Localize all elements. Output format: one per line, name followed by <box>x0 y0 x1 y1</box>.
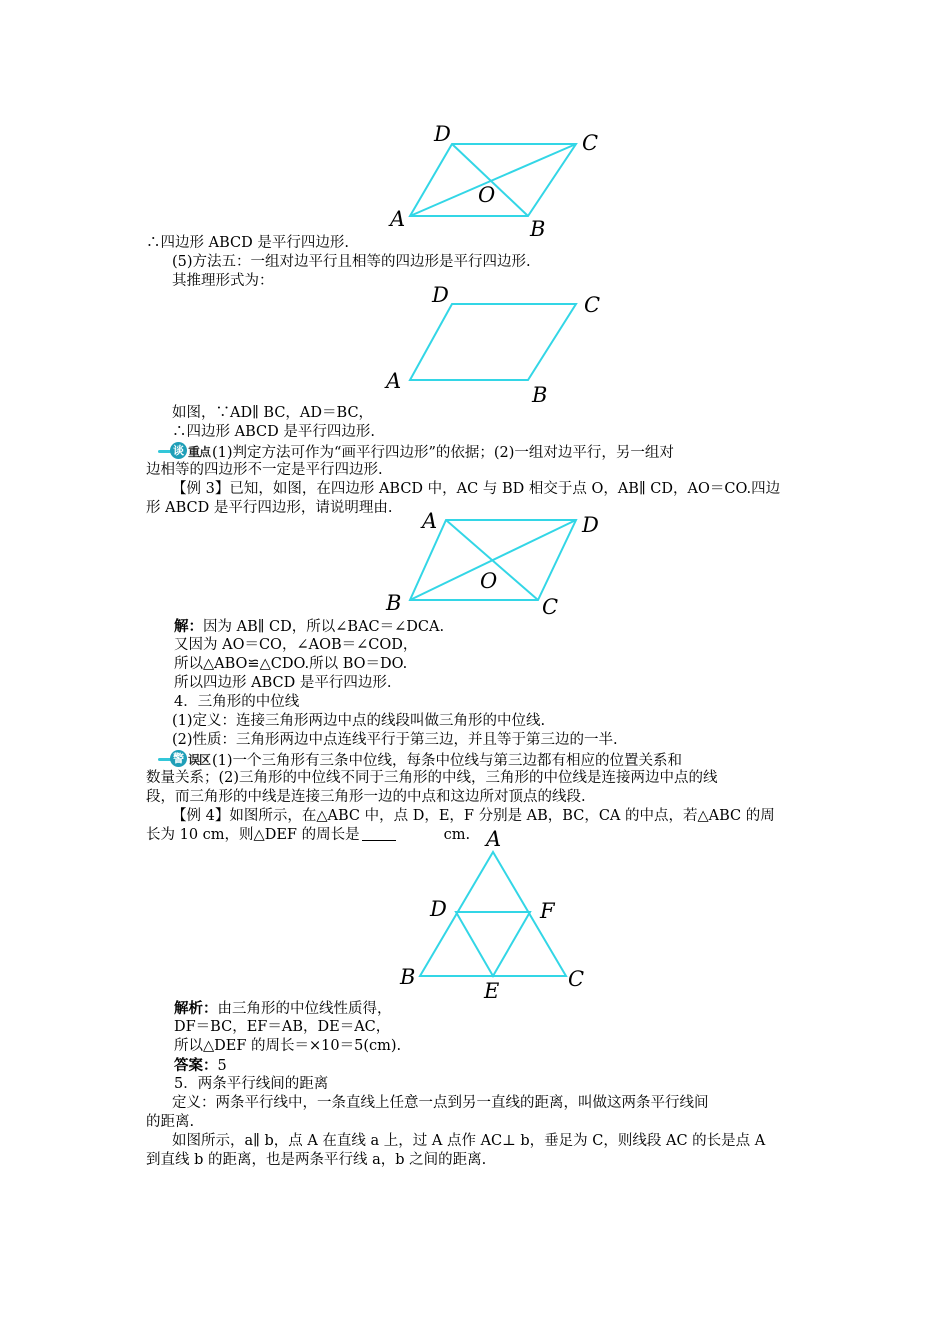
parallelogram-outline <box>410 304 576 380</box>
text-line: 边相等的四边形不一定是平行四边形. <box>146 462 383 478</box>
text-line: 如图，∵AD∥ BC，AD＝BC， <box>172 405 374 421</box>
key-point-line: 谈 重点 (1)判定方法可作为“画平行四边形”的依据；(2)一组对边平行，另一组对 <box>158 442 823 463</box>
warning-icon: 警 <box>170 750 187 767</box>
text-line: 数量关系；(2)三角形的中位线不同于三角形的中线，三角形的中位线是连接两边中点的线 <box>146 770 718 786</box>
text-line: 【例 3】已知，如图，在四边形 ABCD 中，AC 与 BD 相交于点 O，AB∥ CD，AO＝CO.四边 <box>172 481 781 497</box>
text-line: 其推理形式为： <box>172 273 274 289</box>
section-heading: 5．两条平行线间的距离 <box>174 1076 329 1092</box>
text-line: 形 ABCD 是平行四边形，请说明理由. <box>146 500 393 516</box>
answer-blank <box>362 826 396 841</box>
text-line: 所以四边形 ABCD 是平行四边形. <box>174 675 392 691</box>
text-line: 所以△ABO≌△CDO.所以 BO＝DO. <box>174 656 408 672</box>
label-b: B <box>532 383 548 407</box>
label-b: B <box>530 217 546 241</box>
triangle-def <box>456 912 530 976</box>
answer-line: 答案：5 <box>174 1057 227 1074</box>
text-line: ∴四边形 ABCD 是平行四边形. <box>172 424 375 440</box>
text-line: 的距离. <box>146 1114 195 1130</box>
text-line: ∴四边形 ABCD 是平行四边形. <box>146 235 349 251</box>
text-line: (5)方法五：一组对边平行且相等的四边形是平行四边形. <box>172 254 531 270</box>
section-heading: 4．三角形的中位线 <box>174 694 300 710</box>
label-c: C <box>542 595 559 619</box>
text-line: (2)性质：三角形两边中点连线平行于第三边，并且等于第三边的一半. <box>172 732 618 748</box>
label-c: C <box>568 967 585 991</box>
label-a: A <box>422 509 438 533</box>
figure-parallelogram <box>380 280 610 408</box>
label-o: O <box>478 183 496 207</box>
question-line: 长为 10 cm，则△DEF 的周长是 cm. <box>146 827 471 843</box>
solution-line: 解：因为 AB∥ CD，所以∠BAC＝∠DCA. <box>174 618 445 635</box>
figure-triangle-midlines <box>396 824 596 1004</box>
misconception-line: 警 误区 (1)一个三角形有三条中位线，每条中位线与第三边都有相应的位置关系和 <box>158 750 823 771</box>
label-c: C <box>582 131 599 155</box>
label-b: B <box>400 965 416 989</box>
text-line: 段，而三角形的中线是连接三角形一边的中点和这边所对顶点的线段. <box>146 789 586 805</box>
figure-example3 <box>380 508 610 626</box>
label-o: O <box>480 569 498 593</box>
key-point-badge: 谈 重点 <box>158 442 210 460</box>
misconception-badge: 警 误区 <box>158 750 210 768</box>
text-line: 如图所示，a∥ b，点 A 在直线 a 上，过 A 点作 AC⊥ b，垂足为 C，则线段 AC 的长是点 A <box>172 1133 766 1149</box>
text-line: (1)定义：连接三角形两边中点的线段叫做三角形的中位线. <box>172 713 546 729</box>
figure-parallelogram-diagonals <box>380 118 610 242</box>
text-line: 又因为 AO＝CO，∠AOB＝∠COD， <box>174 637 418 653</box>
text-line: DF＝BC，EF＝AB，DE＝AC， <box>174 1019 391 1035</box>
label-a: A <box>486 827 502 851</box>
label-d: D <box>582 513 599 537</box>
label-f: F <box>540 899 555 923</box>
label-d: D <box>434 122 451 146</box>
label-a: A <box>386 369 402 393</box>
label-d: D <box>432 283 449 307</box>
label-b: B <box>386 591 402 615</box>
label-a: A <box>390 207 406 231</box>
text-line: 到直线 b 的距离，也是两条平行线 a，b 之间的距离. <box>146 1152 487 1168</box>
label-e: E <box>484 979 500 1003</box>
label-c: C <box>584 293 601 317</box>
text-line: 定义：两条平行线中，一条直线上任意一点到另一直线的距离，叫做这两条平行线间 <box>172 1095 709 1111</box>
text-line: 【例 4】如图所示，在△ABC 中，点 D，E，F 分别是 AB，BC，CA 的中点，若△ABC 的周 <box>172 808 775 824</box>
label-d: D <box>430 897 447 921</box>
analysis-line: 解析：由三角形的中位线性质得， <box>174 1000 392 1017</box>
key-point-icon: 谈 <box>170 442 187 459</box>
text-line: 所以△DEF 的周长＝×10＝5(cm). <box>174 1038 402 1054</box>
